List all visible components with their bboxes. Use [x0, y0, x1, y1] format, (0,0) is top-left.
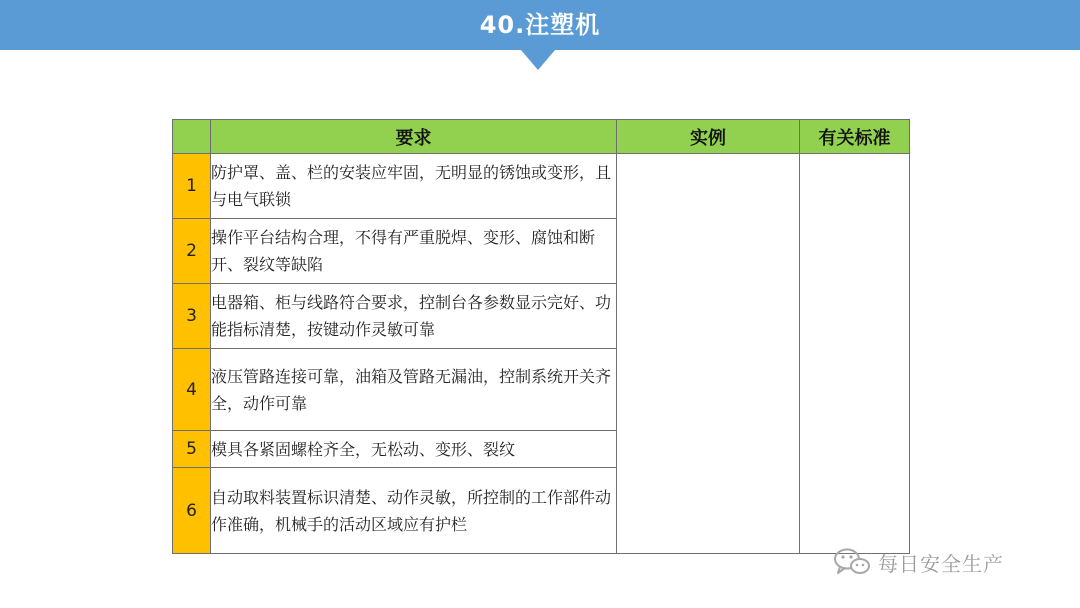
table-row [173, 154, 910, 219]
row-requirement: 电器箱、柜与线路符合要求，控制台各参数显示完好、功能指标清楚，按键动作灵敏可靠 [211, 284, 617, 349]
row-number: 6 [173, 468, 211, 554]
row-requirement: 操作平台结构合理，不得有严重脱焊、变形、腐蚀和断开、裂纹等缺陷 [211, 219, 617, 284]
row-number: 1 [173, 154, 211, 219]
wechat-icon [832, 547, 872, 577]
header-standard: 有关标准 [800, 120, 910, 154]
example-column-cell [617, 154, 800, 554]
row-number: 5 [173, 431, 211, 468]
page-title: 40.注塑机 [479, 11, 601, 39]
row-number: 3 [173, 284, 211, 349]
table-header-row [173, 120, 910, 154]
watermark-text: 每日安全生产 [878, 551, 1004, 576]
row-number: 2 [173, 219, 211, 284]
header-blank [173, 120, 211, 154]
row-requirement: 液压管路连接可靠，油箱及管路无漏油，控制系统开关齐全，动作可靠 [211, 349, 617, 431]
header-requirement: 要求 [211, 120, 617, 154]
header-example: 实例 [617, 120, 800, 154]
row-requirement: 模具各紧固螺栓齐全，无松动、变形、裂纹 [211, 431, 617, 468]
row-number: 4 [173, 349, 211, 431]
row-requirement: 防护罩、盖、栏的安装应牢固，无明显的锈蚀或变形，且与电气联锁 [211, 154, 617, 219]
standard-column-cell [800, 154, 910, 554]
row-requirement: 自动取料装置标识清楚、动作灵敏，所控制的工作部件动作准确，机械手的活动区域应有护栏 [211, 468, 617, 554]
banner-pointer [521, 50, 555, 70]
watermark [832, 545, 1004, 579]
requirements-table [172, 119, 910, 554]
